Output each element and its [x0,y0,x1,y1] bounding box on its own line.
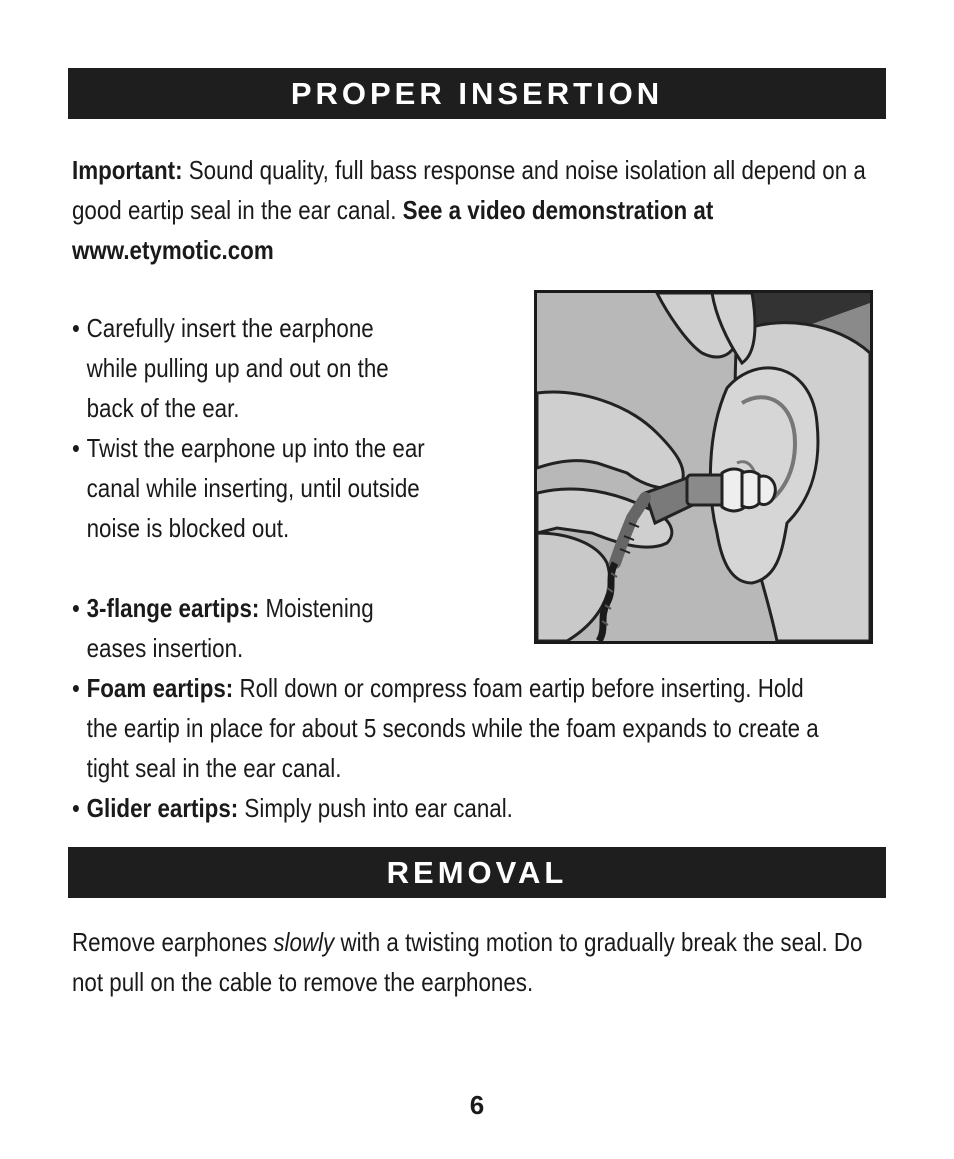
list-item [72,588,431,668]
foam-label: Foam eartips: [86,673,234,703]
intro-text: Sound quality, full bass response and noise isolation all depend on a good eartip seal in the ear canal. [72,155,866,225]
step-text: Carefully insert the earphone while pulling up and out on the back of the ear. [86,313,389,423]
glider-label: Glider eartips: [86,793,239,823]
section-title: REMOVAL [386,854,568,890]
ear-insertion-illustration-icon [534,290,873,644]
page-number: 6 [469,1090,485,1120]
removal-emphasis: slowly [273,927,335,957]
list-item [72,308,431,428]
section-header-proper-insertion [68,68,886,119]
removal-text-before: Remove earphones [72,927,274,957]
removal-paragraph [72,922,885,1002]
glider-text: Simply push into ear canal. [238,793,513,823]
section-title: PROPER INSERTION [290,75,664,111]
list-item [72,788,835,828]
foam-text: Roll down or compress foam eartip before inserting. Hold the eartip in place for about 5 seconds while the foam expands to create a tight seal in the ear canal. [86,673,819,783]
list-item [72,428,431,548]
list-item [72,668,835,788]
video-demo-link[interactable]: See a video demonstration at www.etymotic.com [72,195,714,265]
removal-text-after: with a twisting motion to gradually break the seal. Do not pull on the cable to remove the earphones. [72,927,863,997]
intro-paragraph [72,150,885,270]
important-label: Important: [72,155,183,185]
section-header-removal [68,847,886,898]
flange-text: Moistening eases insertion. [86,593,374,663]
flange-label: 3-flange eartips: [86,593,260,623]
step-text: Twist the earphone up into the ear canal while inserting, until outside noise is blocked out. [86,433,425,543]
